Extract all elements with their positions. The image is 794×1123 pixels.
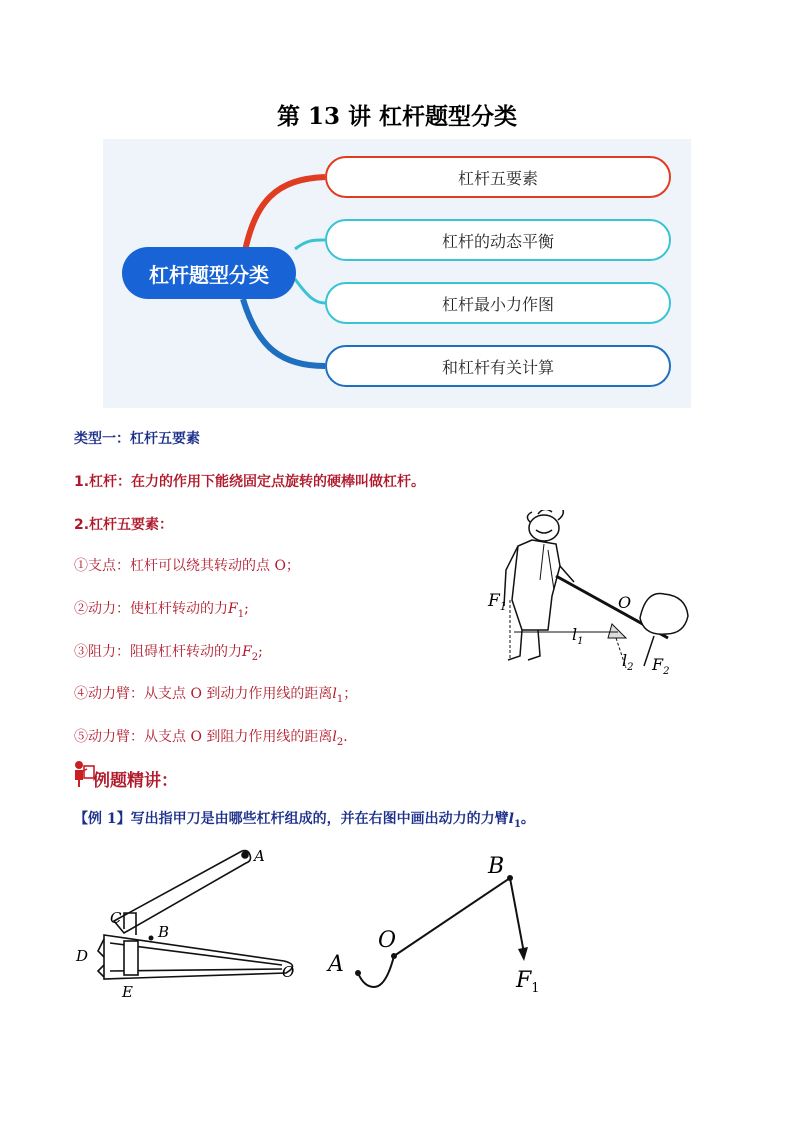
example-text: 写出指甲刀是由哪些杠杆组成的，并在右图中画出动力的力臂 — [130, 811, 509, 827]
item-effort — [74, 598, 249, 620]
item-var: F — [242, 644, 252, 660]
label-b: B — [488, 854, 505, 879]
label-f1: $F_1$ — [516, 968, 540, 996]
five-elements-line — [74, 514, 173, 534]
item-fulcrum — [74, 555, 300, 575]
item-sub: 2 — [336, 736, 344, 748]
nail-clipper-figure — [74, 843, 314, 1005]
lever-arm — [394, 878, 510, 956]
rock-shape — [640, 594, 688, 635]
label-f2: $F_2$ — [652, 655, 670, 677]
item-tail: ; — [244, 601, 249, 617]
page-title: 第 13 讲 杠杆题型分类 — [276, 103, 518, 130]
label-d: D — [76, 947, 89, 965]
mind-map-branch-3: 杠杆最小力作图 — [325, 282, 671, 324]
label-b: B — [158, 923, 170, 941]
item-mark: ④ — [74, 686, 88, 702]
item-tail: ; — [258, 644, 263, 660]
fulcrum-shape — [608, 624, 626, 638]
label-l2: $l_2$ — [622, 651, 634, 673]
item-mark: ② — [74, 601, 88, 617]
item-tail: ； — [343, 686, 358, 702]
item-text: 动力：使杠杆转动的力 — [88, 601, 228, 617]
item-var: F — [228, 601, 238, 617]
force-arrowhead — [518, 947, 528, 961]
definition-text: 杠杆：在力的作用下能绕固定点旋转的硬棒叫做杠杆。 — [89, 474, 426, 490]
lever-diagram-figure — [322, 843, 562, 1005]
definition-number: 1. — [74, 474, 90, 490]
item-tail: . — [343, 729, 348, 745]
label-c: C — [110, 909, 122, 927]
example-1 — [74, 808, 535, 830]
example-tail: 。 — [520, 811, 535, 827]
example-tag: 【例 1】 — [74, 811, 131, 827]
item-text: 阻力：阻碍杠杆转动的力 — [88, 644, 242, 660]
definition-line — [74, 471, 425, 491]
person-illustration — [504, 510, 574, 660]
section-heading: 类型一：杠杆五要素 — [74, 431, 200, 447]
label-o: O — [282, 963, 295, 981]
item-text: 动力臂：从支点 O 到动力作用线的距离 — [88, 686, 333, 702]
force-arrow-line — [510, 878, 524, 953]
item-sub: 1 — [237, 608, 245, 620]
label-f1: $F_1$ — [488, 591, 507, 613]
example-label: 例题精讲： — [93, 771, 178, 791]
item-sub: 2 — [251, 651, 259, 663]
item-mark: ③ — [74, 644, 88, 660]
label-a: A — [254, 847, 265, 865]
lever-figure — [478, 510, 690, 678]
label-o: O — [378, 928, 397, 953]
item-resistance — [74, 641, 263, 663]
label-o: O — [618, 593, 632, 612]
five-elements-number: 2. — [74, 517, 90, 533]
mind-map — [103, 139, 691, 408]
lever-curve — [358, 956, 394, 987]
five-elements-text: 杠杆五要素： — [89, 517, 174, 533]
item-var: l — [332, 686, 337, 702]
example-sub: 1 — [513, 818, 521, 830]
example-var: l — [508, 811, 514, 827]
item-effort-arm — [74, 683, 357, 705]
label-a: A — [328, 952, 344, 977]
mind-map-branch-4: 和杠杆有关计算 — [325, 345, 671, 387]
item-text: 动力臂：从支点 O 到阻力作用线的距离 — [88, 729, 333, 745]
item-resistance-arm — [74, 726, 348, 748]
label-e: E — [122, 983, 133, 1001]
item-text: 支点：杠杆可以绕其转动的点 O； — [88, 558, 300, 574]
item-mark: ① — [74, 558, 88, 574]
item-sub: 1 — [336, 693, 344, 705]
clipper-lever — [114, 851, 251, 934]
mind-map-branch-1: 杠杆五要素 — [325, 156, 671, 198]
mind-map-branch-2: 杠杆的动态平衡 — [325, 219, 671, 261]
label-l1: $l_1$ — [572, 625, 584, 647]
item-mark: ⑤ — [74, 729, 88, 745]
item-var: l — [332, 729, 337, 745]
mind-map-root: 杠杆题型分类 — [122, 247, 296, 299]
teacher-icon — [73, 760, 95, 788]
